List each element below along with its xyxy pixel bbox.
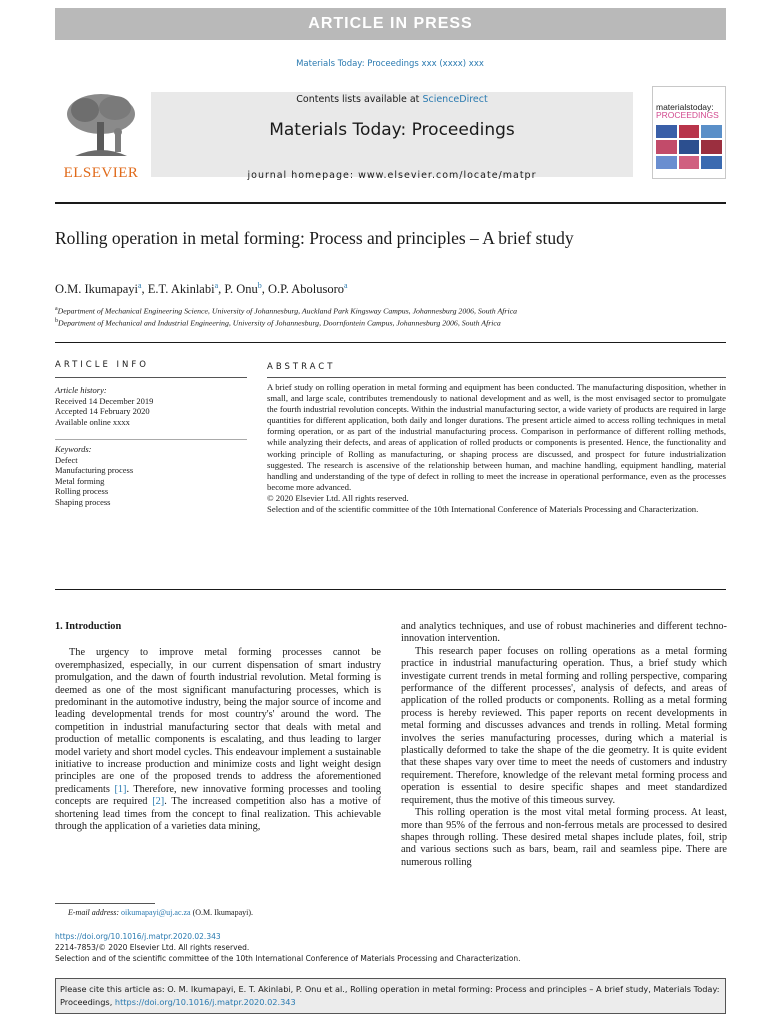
author-separator: , bbox=[141, 282, 148, 297]
author-4-affil[interactable]: a bbox=[344, 281, 348, 290]
abstract-label: ABSTRACT bbox=[267, 362, 336, 372]
intro-paragraph-3: This rolling operation is the most vital metal forming process. At least, more than 95% of the ferrous and non-ferrous metals are processed to desired shapes through rolling. These desired metal shapes include plates, foil, strip and various sections such as bars, beam, rail and seamless pipe. There are numerous rolling bbox=[401, 807, 727, 868]
intro-paragraph-2: This research paper focuses on rolling operations as a metal forming practice in industrial manufacturing operation. Thus, a brief study which investigate current trends in metal forming and rolling perspective, comparing performance of the different processes', analysis of defects, and areas of application of the rolled products or components. Rolling as a metal forming process is hereby reviewed. This paper reports on recent developments in metal forming and discusses advances and trends in rolling. Metal forming involves the series manufacturing processes, during which a material is plastically deformed to take the shape of the die geometry. It is quite evident that these shapes vary over time to meet the needs of customers and industry requirement. Therefore, knowledge of the relevant metal forming process and operation is essential to desire specific shapes and meet standardized requirement, thus the motive of this timeous survey. bbox=[401, 645, 727, 806]
abstract-selection: Selection and of the scientific committee of the 10th International Conference of Materials Processing and Characterization. bbox=[267, 504, 699, 515]
abstract-body bbox=[267, 382, 726, 515]
affiliation-b-text: Department of Mechanical and Industrial Engineering, University of Johannesburg, Doornfontein Campus, Johannesburg 2006, South Africa bbox=[58, 318, 501, 328]
author-1[interactable]: O.M. Ikumapayi bbox=[55, 282, 138, 297]
article-in-press-banner: ARTICLE IN PRESS bbox=[55, 8, 726, 40]
abstract-bottom-rule bbox=[55, 589, 726, 590]
citation-text: Please cite this article as: O. M. Ikumapayi, E. T. Akinlabi, P. Onu et al., Rolling operation in metal forming: Process and principles – A brief study, Materials Today: Proceedings, bbox=[60, 984, 720, 1007]
abstract-text: A brief study on rolling operation in metal forming and equipment has been conducted. The manufacturing disposition, whether in small, and large scale, contributes tremendously to national development and as well, is the most envisaged sector to promulgate the fourth industrial revolution concepts. Within the industrial manufacturing sector, a wide variety of products are required in large quantities for different application, both daily and longer durations. The present article aimed to access rolling techniques in metal forming operation, or as part of the industrial manufacturing process. Comparison in performance of different rolling methods, while analyzing their defects, and areas of application of rolled products or components is presented. Hence, the functionality and working principle of Rolling as manufacturing, or shaping process are discussed, and prospect for future industrialization suggested. The research is ascensive of the relationship between human, and machine handling, equipment handling, material handling and understanding of the type of defect in rolling to meet the increase in operational performance, even as the processes become more advanced. bbox=[267, 382, 726, 492]
citation-box bbox=[55, 978, 726, 1014]
citation-1-link[interactable]: [1] bbox=[114, 783, 127, 795]
affiliation-a bbox=[55, 306, 726, 316]
issn-line: 2214-7853/© 2020 Elsevier Ltd. All rights reserved. bbox=[55, 943, 250, 952]
elsevier-wordmark: ELSEVIER bbox=[63, 165, 139, 181]
article-info-rule bbox=[55, 377, 247, 378]
contents-prefix: Contents lists available at bbox=[296, 94, 420, 105]
sciencedirect-link[interactable]: ScienceDirect bbox=[422, 94, 488, 105]
journal-reference-link[interactable]: Materials Today: Proceedings xxx (xxxx) xxx bbox=[296, 59, 484, 69]
citation-doi-link[interactable]: https://doi.org/10.1016/j.matpr.2020.02.343 bbox=[114, 997, 296, 1007]
affiliation-a-marker: a bbox=[55, 306, 58, 312]
abstract-rule bbox=[267, 377, 726, 378]
abstract-copyright: © 2020 Elsevier Ltd. All rights reserved. bbox=[267, 492, 409, 503]
affiliation-b bbox=[55, 318, 726, 328]
selection-footer: Selection and of the scientific committee of the 10th International Conference of Materials Processing and Characterization. bbox=[55, 954, 521, 963]
keyword-item: Defect bbox=[55, 454, 78, 465]
cover-image-grid bbox=[656, 125, 722, 169]
elsevier-logo[interactable] bbox=[55, 88, 147, 181]
info-top-rule bbox=[55, 342, 726, 343]
email-owner: (O.M. Ikumapayi). bbox=[192, 908, 254, 917]
keyword-item: Metal forming bbox=[55, 475, 105, 486]
journal-title: Materials Today: Proceedings bbox=[269, 120, 515, 140]
affiliation-b-marker: b bbox=[55, 318, 58, 324]
author-separator: , bbox=[218, 282, 225, 297]
keyword-item: Rolling process bbox=[55, 486, 109, 496]
email-footnote bbox=[68, 908, 253, 917]
author-separator: , bbox=[261, 282, 268, 297]
section-heading-introduction: 1. Introduction bbox=[55, 621, 122, 632]
keyword-item: Shaping process bbox=[55, 496, 111, 507]
keyword-item: Manufacturing process bbox=[55, 465, 134, 475]
body-column-left bbox=[55, 621, 381, 834]
intro-paragraph-1: The urgency to improve metal forming processes cannot be overemphasized, especially, in our current dispensation of smart industry promulgation, and the dawn of fourth industrial revolution. Metal forming is deemed as one of the most significant manufacturing processes, which is predominant in the automotive industry, being the major source of income and leading developmental trends for most country's' around the word. The competition in industrial manufacturing sector that deals with metal and production of metallic components is escalating, and thus leading to larger model variety and short model cycles. This endeavour implement a sustainable initiative to increase production and minimize costs and light weight design principles are one of the proposed trends to address the aforementioned predicaments [1]. Therefore, new innovative forming processes and tooling concepts are required [2]. The increased competition also has a motive of shortening lead times from the concept to final realization. This achievable through the application of a varieties data mining, bbox=[55, 647, 381, 833]
article-info-label: ARTICLE INFO bbox=[55, 360, 149, 370]
received-date: Received 14 December 2019 bbox=[55, 395, 154, 406]
email-link[interactable]: oikumapayi@uj.ac.za bbox=[121, 908, 191, 917]
body-column-right bbox=[401, 621, 727, 869]
author-2[interactable]: E.T. Akinlabi bbox=[147, 282, 215, 297]
cover-line-1: materialstoday: bbox=[656, 102, 714, 112]
footnote-rule bbox=[55, 903, 155, 904]
author-1-affil[interactable]: a bbox=[137, 281, 142, 290]
author-3-affil[interactable]: b bbox=[257, 281, 262, 290]
keywords-rule bbox=[55, 439, 247, 440]
author-4[interactable]: O.P. Abolusoro bbox=[267, 282, 345, 297]
journal-homepage[interactable]: journal homepage: www.elsevier.com/locate/matpr bbox=[247, 170, 537, 181]
author-list bbox=[55, 281, 726, 297]
journal-cover-thumbnail[interactable] bbox=[652, 86, 726, 179]
contents-line bbox=[151, 94, 633, 105]
author-2-affil[interactable]: a bbox=[214, 281, 219, 290]
email-label: E-mail address: bbox=[68, 908, 120, 917]
masthead-center-panel bbox=[151, 92, 633, 181]
article-history bbox=[55, 385, 247, 427]
header-rule bbox=[55, 202, 726, 204]
affiliation-a-text: Department of Mechanical Engineering Science, University of Johannesburg, Auckland Park Kingsway Campus, Johannesburg 2006, South Africa bbox=[57, 306, 517, 316]
journal-masthead bbox=[55, 86, 726, 181]
keywords-label: Keywords: bbox=[55, 444, 92, 454]
article-title: Rolling operation in metal forming: Process and principles – A brief study bbox=[55, 228, 574, 248]
citation-2-link[interactable]: [2] bbox=[152, 796, 165, 808]
keywords-block bbox=[55, 444, 247, 507]
doi-link[interactable]: https://doi.org/10.1016/j.matpr.2020.02.343 bbox=[55, 932, 221, 941]
intro-paragraph-continued: and analytics techniques, and use of robust machineries and different techno-innovation intervention. bbox=[401, 621, 727, 645]
history-label: Article history: bbox=[55, 385, 107, 395]
elsevier-tree-icon bbox=[61, 92, 139, 158]
cover-line-2: PROCEEDINGS bbox=[656, 110, 719, 120]
author-3[interactable]: P. Onu bbox=[224, 282, 258, 297]
cover-title bbox=[656, 103, 719, 119]
accepted-date: Accepted 14 February 2020 bbox=[55, 406, 150, 416]
online-date: Available online xxxx bbox=[55, 416, 130, 427]
